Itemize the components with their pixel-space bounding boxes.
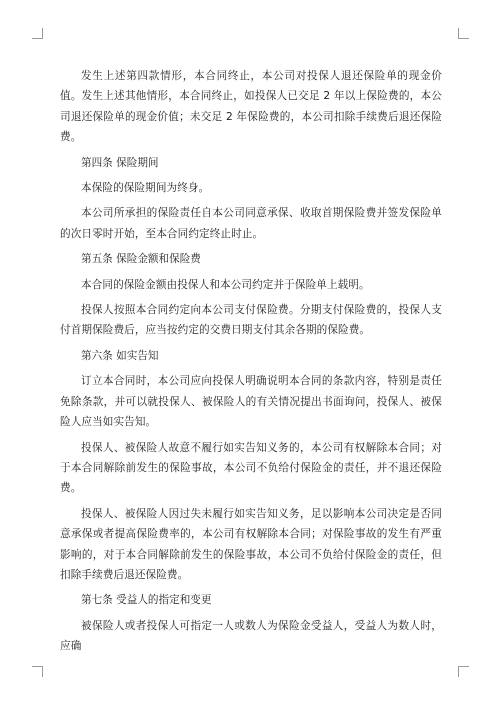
paragraph-sum-insured: 本合同的保险金额由投保人和本公司约定并于保险单上载明。 [81, 278, 370, 291]
paragraph-negligent-nondisclosure: 投保人、被保险人因过失未履行如实告知义务，足以影响本公司决定是否同意承保或者提高保险费率的，本公司有权解除本合同；对保险事故的发生有严重影响的，对于本合同解除前发生的保险事故，本公司不负给付保险金的责任，但扣除手续费后退还保险费。 [60, 507, 442, 581]
heading-article-4: 第四条 保险期间 [81, 156, 159, 169]
heading-article-7: 第七条 受益人的指定和变更 [81, 594, 212, 607]
paragraph-intentional-nondisclosure: 投保人、被保险人故意不履行如实告知义务的，本公司有权解除本合同；对于本合同解除前发生的保险事故，本公司不负给付保险金的责任，并不退还保险费。 [60, 441, 442, 495]
heading-article-5: 第五条 保险金额和保险费 [81, 253, 201, 266]
heading-article-6: 第六条 如实告知 [81, 349, 159, 362]
document-body [60, 66, 442, 662]
paragraph-beneficiary: 被保险人或者投保人可指定一人或数人为保险金受益人，受益人为数人时，应确 [60, 619, 442, 653]
paragraph-termination: 发生上述第四款情形，本合同终止，本公司对投保人退还保险单的现金价值。发生上述其他情形，本合同终止，如投保人已交足 2 年以上保险费的，本公司退还保险单的现金价值；未交足 2 年保险费的，本公司扣除手续费后退还保险费。 [60, 70, 442, 144]
paragraph-term-lifetime: 本保险的保险期间为终身。 [81, 182, 210, 195]
paragraph-coverage-start: 本公司所承担的保险责任自本公司同意承保、收取首期保险费并签发保险单的次日零时开始，至本合同约定终止时止。 [60, 207, 442, 240]
paragraph-premium-payment: 投保人按照本合同约定向本公司支付保险费。分期支付保险费的，投保人支付首期保险费后，应当按约定的交费日期支付其余各期的保险费。 [60, 304, 442, 337]
crop-mark-bottom-left [32, 666, 43, 677]
crop-mark-bottom-right [458, 666, 469, 677]
crop-mark-top-right [458, 28, 469, 39]
paragraph-disclosure-duty: 订立本合同时，本公司应向投保人明确说明本合同的条款内容，特别是责任免除条款，并可以就投保人、被保险人的有关情况提出书面询问，投保人、被保险人应当如实告知。 [60, 375, 442, 429]
crop-mark-top-left [32, 28, 43, 39]
